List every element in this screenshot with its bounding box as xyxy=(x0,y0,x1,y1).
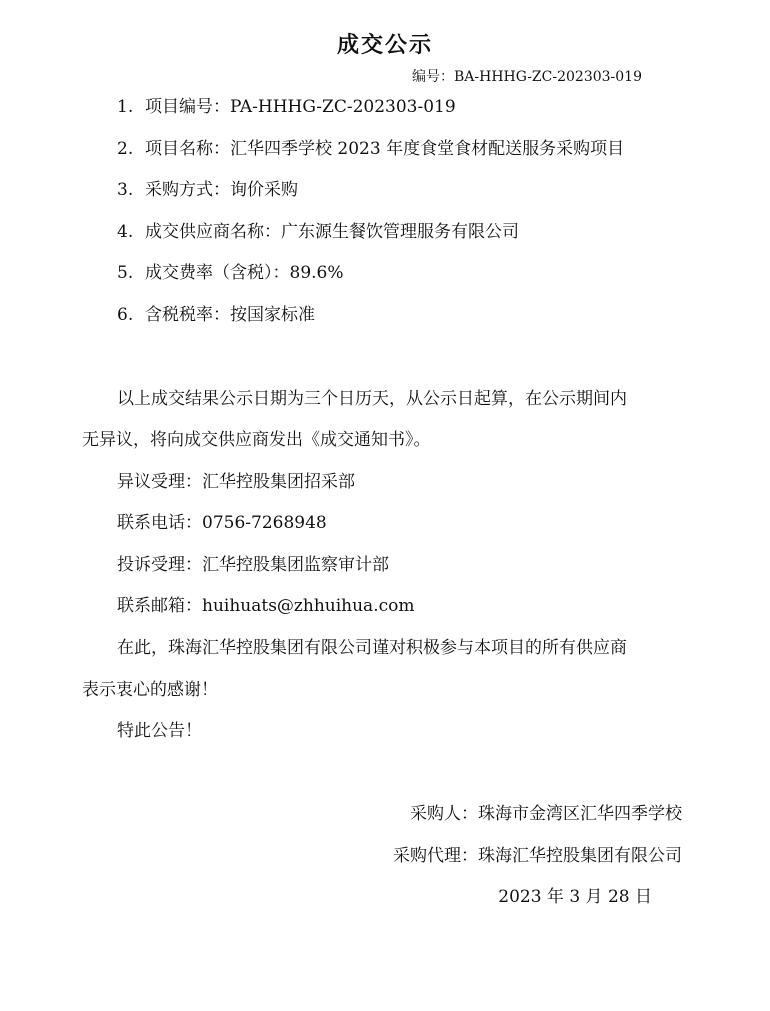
thanks-line-2: 表示衷心的感谢！ xyxy=(82,680,218,700)
signature-buyer: 采购人：珠海市金湾区汇华四季学校 xyxy=(410,804,682,824)
item-procurement-method: 3. 采购方式：询价采购 xyxy=(117,180,298,200)
contact-phone: 联系电话：0756-7268948 xyxy=(117,513,327,533)
contact-complaint: 投诉受理：汇华控股集团监察审计部 xyxy=(117,555,389,575)
reference-number xyxy=(412,66,642,86)
signature-agent: 采购代理：珠海汇华控股集团有限公司 xyxy=(393,846,682,866)
item-supplier-name: 4. 成交供应商名称：广东源生餐饮管理服务有限公司 xyxy=(117,222,519,242)
signature-date: 2023 年 3 月 28 日 xyxy=(498,887,652,907)
page-title: 成交公示 xyxy=(336,33,433,58)
notice-line-2: 无异议，将向成交供应商发出《成交通知书》。 xyxy=(82,430,431,450)
item-tax-rate: 6. 含税税率：按国家标准 xyxy=(117,305,315,325)
contact-objection: 异议受理：汇华控股集团招采部 xyxy=(117,472,355,492)
item-project-name: 2. 项目名称：汇华四季学校 2023 年度食堂食材配送服务采购项目 xyxy=(117,139,625,159)
item-transaction-rate: 5. 成交费率（含税）：89.6% xyxy=(117,263,344,283)
closing-text: 特此公告！ xyxy=(117,721,202,741)
notice-line-1: 以上成交结果公示日期为三个日历天，从公示日起算，在公示期间内 xyxy=(117,389,627,409)
reference-value: BA-HHHG-ZC-202303-019 xyxy=(454,69,642,85)
item-project-number: 1. 项目编号：PA-HHHG-ZC-202303-019 xyxy=(117,97,456,117)
email-link[interactable]: huihuats@zhhuihua.com xyxy=(202,596,415,616)
reference-label: 编号： xyxy=(412,69,454,85)
contact-email: 联系邮箱：huihuats@zhhuihua.com xyxy=(117,596,415,616)
thanks-line-1: 在此，珠海汇华控股集团有限公司谨对积极参与本项目的所有供应商 xyxy=(117,638,627,658)
